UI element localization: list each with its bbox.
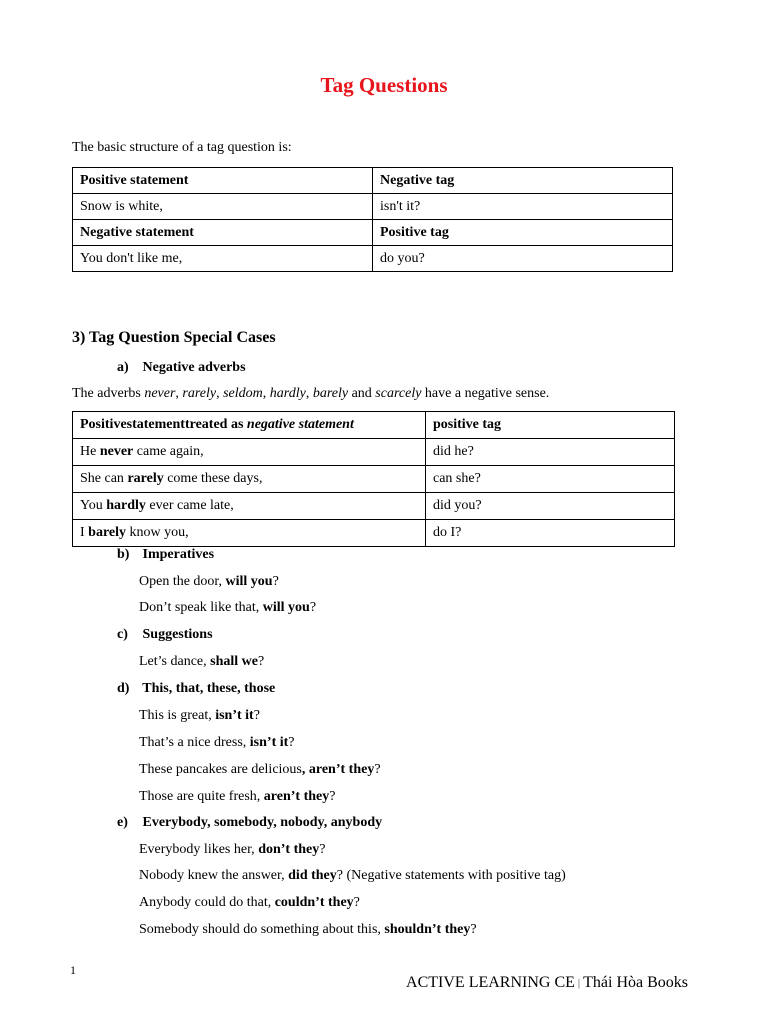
table-cell: do I? <box>426 520 675 547</box>
example-line: Those are quite fresh, aren’t they? <box>139 789 336 804</box>
table-header-cell: Positivestatementtreated as negative statement <box>73 412 426 439</box>
section-heading: 3) Tag Question Special Cases <box>72 329 276 346</box>
example-line: These pancakes are delicious, aren’t they? <box>139 762 381 777</box>
table-cell: You hardly ever came late, <box>73 493 426 520</box>
case-label: b) <box>117 547 130 562</box>
table-row <box>73 194 673 220</box>
intro-text: The basic structure of a tag question is: <box>72 140 292 155</box>
basic-structure-table <box>72 167 673 272</box>
case-b-heading <box>117 547 214 563</box>
table-row <box>73 246 673 272</box>
example-line: Anybody could do that, couldn’t they? <box>139 895 360 910</box>
footer-separator: | <box>577 977 581 989</box>
table-cell: can she? <box>426 466 675 493</box>
adverb-hardly: hardly <box>269 386 306 401</box>
table-row <box>73 439 675 466</box>
table-row <box>73 520 675 547</box>
adverb-scarcely: scarcely <box>375 386 422 401</box>
table-row <box>73 220 673 246</box>
table-cell: Negative statement <box>73 220 373 246</box>
example-line: Everybody likes her, don’t they? <box>139 842 326 857</box>
table-cell: I barely know you, <box>73 520 426 547</box>
case-title: Imperatives <box>142 547 215 562</box>
footer-right-text: Thái Hòa Books <box>583 974 688 991</box>
table-cell: Positive tag <box>373 220 673 246</box>
case-title: Suggestions <box>142 627 213 642</box>
case-label: a) <box>117 360 129 375</box>
table-cell: Snow is white, <box>73 194 373 220</box>
page-footer <box>406 974 688 992</box>
table-row <box>73 493 675 520</box>
example-line: Nobody knew the answer, did they? (Negative statements with positive tag) <box>139 868 566 883</box>
case-label: d) <box>117 681 130 696</box>
case-a-heading <box>117 360 246 376</box>
table-row <box>73 466 675 493</box>
case-title: Negative adverbs <box>142 360 246 375</box>
case-label: c) <box>117 627 128 642</box>
table-cell: did he? <box>426 439 675 466</box>
adverb-barely: barely <box>312 386 349 401</box>
example-line: Open the door, will you? <box>139 574 279 589</box>
example-line: Somebody should do something about this, shouldn’t they? <box>139 922 477 937</box>
adverbs-sentence: The adverbs never, rarely, seldom, hardly, barely and scarcely have a negative sense. <box>72 386 550 401</box>
case-title: This, that, these, those <box>142 681 276 696</box>
example-line: Don’t speak like that, will you? <box>139 600 317 615</box>
footer-left-text: ACTIVE LEARNING CE <box>406 974 575 991</box>
page-title: Tag Questions <box>320 73 448 97</box>
table-cell: do you? <box>373 246 673 272</box>
negative-adverbs-table <box>72 411 675 547</box>
table-cell: isn't it? <box>373 194 673 220</box>
adverb-seldom: seldom <box>223 386 263 401</box>
example-line: Let’s dance, shall we? <box>139 654 265 669</box>
page-number: 1 <box>70 963 76 977</box>
table-cell: You don't like me, <box>73 246 373 272</box>
table-cell: Negative tag <box>373 168 673 194</box>
case-label: e) <box>117 815 128 830</box>
table-cell: He never came again, <box>73 439 426 466</box>
case-d-heading <box>117 681 275 697</box>
example-line: This is great, isn’t it? <box>139 708 260 723</box>
table-row <box>73 168 673 194</box>
table-cell: Positive statement <box>73 168 373 194</box>
case-title: Everybody, somebody, nobody, anybody <box>142 815 383 830</box>
table-cell: She can rarely come these days, <box>73 466 426 493</box>
case-e-heading <box>117 815 382 831</box>
case-c-heading <box>117 627 213 643</box>
adverb-rarely: rarely <box>182 386 217 401</box>
table-cell: did you? <box>426 493 675 520</box>
table-header-cell: positive tag <box>426 412 675 439</box>
adverb-never: never <box>144 386 176 401</box>
example-line: That’s a nice dress, isn’t it? <box>139 735 295 750</box>
table-row <box>73 412 675 439</box>
